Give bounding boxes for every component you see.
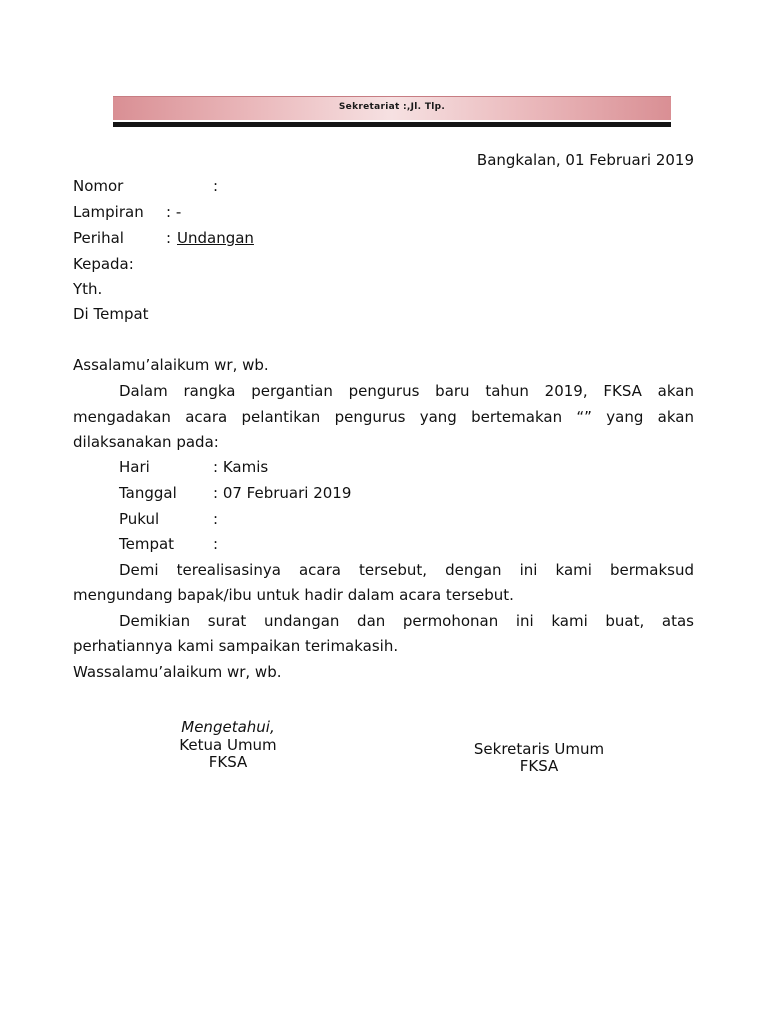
signature-right-org: FKSA [519, 757, 559, 775]
secretariat-address: Sekretariat :,Jl. Tlp. [338, 102, 446, 112]
signature-left-org: FKSA [208, 753, 248, 771]
paragraph-3-line-1: Demikian surat undangan dan permohonan ini kami buat, atas [119, 612, 694, 630]
detail-value-hari: : Kamis [213, 458, 269, 476]
paragraph-1-line-2: mengadakan acara pelantikan pengurus yang bertemakan “” yang akan [73, 408, 694, 426]
detail-value-tanggal: : 07 Februari 2019 [213, 484, 352, 502]
lampiran-label: Lampiran [73, 203, 144, 221]
detail-label-hari: Hari [119, 458, 150, 476]
detail-label-tempat: Tempat [119, 535, 175, 553]
perihal-label: Perihal [73, 229, 124, 247]
di-tempat: Di Tempat [73, 305, 149, 323]
detail-value-pukul: : [213, 510, 219, 528]
paragraph-1-line-3: dilaksanakan pada: [73, 433, 219, 451]
signature-left-title: Ketua Umum [179, 736, 277, 754]
signature-right-title: Sekretaris Umum [473, 740, 605, 758]
perihal-separator: : [166, 229, 172, 247]
letterhead-band [113, 96, 671, 120]
kepada: Kepada: [73, 255, 134, 273]
place-date: Bangkalan, 01 Februari 2019 [476, 151, 694, 169]
closing: Wassalamu’alaikum wr, wb. [73, 663, 282, 681]
detail-label-tanggal: Tanggal [119, 484, 177, 502]
paragraph-3-line-2: perhatiannya kami sampaikan terimakasih. [73, 637, 399, 655]
signature-left-intro: Mengetahui, [181, 718, 275, 736]
yth: Yth. [73, 280, 103, 298]
nomor-separator: : [213, 177, 219, 195]
paragraph-1-line-1: Dalam rangka pergantian pengurus baru tahun 2019, FKSA akan [119, 382, 694, 400]
lampiran-value: : - [166, 203, 182, 221]
letterhead-rule [113, 122, 671, 127]
greeting: Assalamu’alaikum wr, wb. [73, 356, 269, 374]
paragraph-2-line-1: Demi terealisasinya acara tersebut, dengan ini kami bermaksud [119, 561, 694, 579]
perihal-value: Undangan [177, 229, 254, 247]
paragraph-2-line-2: mengundang bapak/ibu untuk hadir dalam acara tersebut. [73, 586, 514, 604]
detail-value-tempat: : [213, 535, 219, 553]
detail-label-pukul: Pukul [119, 510, 160, 528]
nomor-label: Nomor [73, 177, 124, 195]
